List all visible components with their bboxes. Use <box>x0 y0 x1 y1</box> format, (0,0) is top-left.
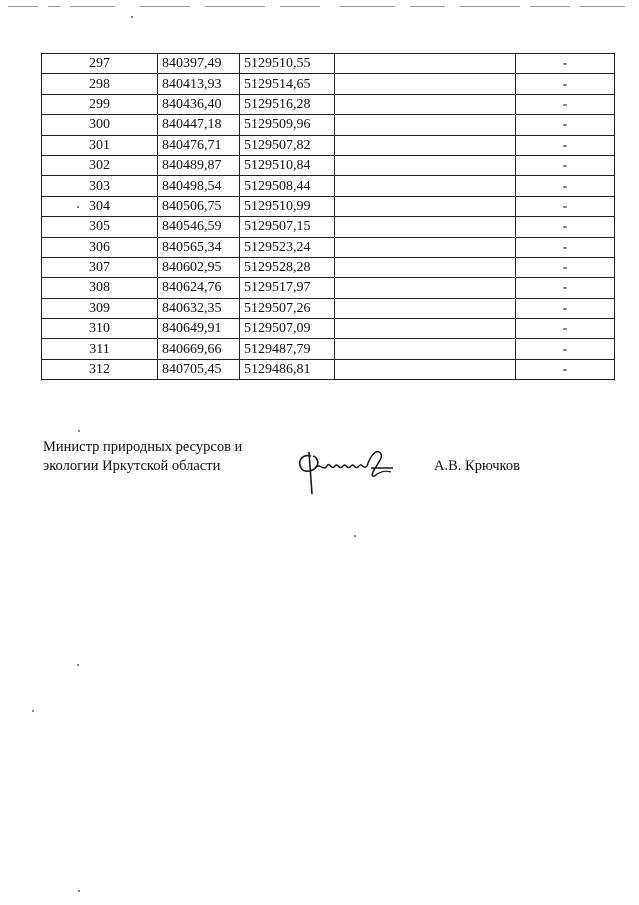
handwritten-signature-icon <box>293 442 405 504</box>
empty-cell <box>335 237 516 257</box>
point-number-cell: 310 <box>42 319 158 339</box>
x-coordinate-cell: 840498,54 <box>158 176 240 196</box>
table-row <box>42 278 615 298</box>
x-coordinate-cell: 840489,87 <box>158 155 240 175</box>
position-line-1: Министр природных ресурсов и <box>43 439 243 455</box>
y-coordinate-cell: 5129523,24 <box>240 237 335 257</box>
empty-cell <box>335 94 516 114</box>
empty-cell <box>335 176 516 196</box>
y-coordinate-cell: 5129510,84 <box>240 155 335 175</box>
x-coordinate-cell: 840705,45 <box>158 359 240 379</box>
point-number-cell: 299 <box>42 94 158 114</box>
y-coordinate-cell: 5129517,97 <box>240 278 335 298</box>
empty-cell <box>335 319 516 339</box>
y-coordinate-cell: 5129510,55 <box>240 54 335 74</box>
y-coordinate-cell: 5129487,79 <box>240 339 335 359</box>
table-row <box>42 135 615 155</box>
mark-cell: - <box>516 257 615 277</box>
table-row <box>42 339 615 359</box>
mark-cell: - <box>516 74 615 94</box>
y-coordinate-cell: 5129528,28 <box>240 257 335 277</box>
scan-speck <box>78 430 80 432</box>
point-number-cell: 306 <box>42 237 158 257</box>
scan-speck <box>354 535 356 537</box>
y-coordinate-cell: 5129510,99 <box>240 196 335 216</box>
empty-cell <box>335 278 516 298</box>
y-coordinate-cell: 5129507,26 <box>240 298 335 318</box>
x-coordinate-cell: 840669,66 <box>158 339 240 359</box>
table-row <box>42 257 615 277</box>
x-coordinate-cell: 840546,59 <box>158 217 240 237</box>
scan-speck <box>32 710 34 712</box>
empty-cell <box>335 298 516 318</box>
x-coordinate-cell: 840602,95 <box>158 257 240 277</box>
y-coordinate-cell: 5129514,65 <box>240 74 335 94</box>
x-coordinate-cell: 840447,18 <box>158 115 240 135</box>
x-coordinate-cell: 840649,91 <box>158 319 240 339</box>
x-coordinate-cell: 840632,35 <box>158 298 240 318</box>
empty-cell <box>335 54 516 74</box>
mark-cell: - <box>516 278 615 298</box>
y-coordinate-cell: 5129509,96 <box>240 115 335 135</box>
scan-speck <box>77 206 79 208</box>
point-number-cell: 309 <box>42 298 158 318</box>
table-row <box>42 217 615 237</box>
coordinates-table <box>41 53 615 380</box>
table-row <box>42 359 615 379</box>
point-number-cell: 307 <box>42 257 158 277</box>
x-coordinate-cell: 840565,34 <box>158 237 240 257</box>
coordinates-table-body <box>42 54 615 380</box>
mark-cell: - <box>516 339 615 359</box>
empty-cell <box>335 115 516 135</box>
mark-cell: - <box>516 54 615 74</box>
point-number-cell: 298 <box>42 74 158 94</box>
table-row <box>42 155 615 175</box>
scan-speck <box>131 16 133 18</box>
y-coordinate-cell: 5129507,82 <box>240 135 335 155</box>
point-number-cell: 311 <box>42 339 158 359</box>
empty-cell <box>335 135 516 155</box>
signer-name: А.В. Крючков <box>434 458 520 474</box>
point-number-cell: 308 <box>42 278 158 298</box>
x-coordinate-cell: 840397,49 <box>158 54 240 74</box>
y-coordinate-cell: 5129507,09 <box>240 319 335 339</box>
table-row <box>42 196 615 216</box>
mark-cell: - <box>516 196 615 216</box>
point-number-cell: 303 <box>42 176 158 196</box>
empty-cell <box>335 217 516 237</box>
table-row <box>42 94 615 114</box>
table-row <box>42 115 615 135</box>
point-number-cell: 305 <box>42 217 158 237</box>
empty-cell <box>335 74 516 94</box>
empty-cell <box>335 155 516 175</box>
signer-position <box>43 438 273 476</box>
signature-block <box>43 438 603 508</box>
position-line-2: экологии Иркутской области <box>43 458 221 474</box>
empty-cell <box>335 359 516 379</box>
point-number-cell: 312 <box>42 359 158 379</box>
table-row <box>42 237 615 257</box>
mark-cell: - <box>516 298 615 318</box>
mark-cell: - <box>516 237 615 257</box>
empty-cell <box>335 257 516 277</box>
x-coordinate-cell: 840624,76 <box>158 278 240 298</box>
empty-cell <box>335 196 516 216</box>
table-row <box>42 54 615 74</box>
x-coordinate-cell: 840506,75 <box>158 196 240 216</box>
mark-cell: - <box>516 94 615 114</box>
x-coordinate-cell: 840413,93 <box>158 74 240 94</box>
table-row <box>42 298 615 318</box>
scan-edge-marks <box>0 0 639 10</box>
mark-cell: - <box>516 176 615 196</box>
scan-speck <box>77 664 79 666</box>
y-coordinate-cell: 5129507,15 <box>240 217 335 237</box>
y-coordinate-cell: 5129516,28 <box>240 94 335 114</box>
point-number-cell: 301 <box>42 135 158 155</box>
scan-speck <box>78 890 80 892</box>
mark-cell: - <box>516 115 615 135</box>
point-number-cell: 300 <box>42 115 158 135</box>
y-coordinate-cell: 5129508,44 <box>240 176 335 196</box>
mark-cell: - <box>516 359 615 379</box>
table-row <box>42 74 615 94</box>
mark-cell: - <box>516 319 615 339</box>
x-coordinate-cell: 840476,71 <box>158 135 240 155</box>
point-number-cell: 302 <box>42 155 158 175</box>
table-row <box>42 176 615 196</box>
x-coordinate-cell: 840436,40 <box>158 94 240 114</box>
y-coordinate-cell: 5129486,81 <box>240 359 335 379</box>
empty-cell <box>335 339 516 359</box>
mark-cell: - <box>516 155 615 175</box>
table-row <box>42 319 615 339</box>
mark-cell: - <box>516 135 615 155</box>
mark-cell: - <box>516 217 615 237</box>
point-number-cell: 297 <box>42 54 158 74</box>
point-number-cell: 304 <box>42 196 158 216</box>
